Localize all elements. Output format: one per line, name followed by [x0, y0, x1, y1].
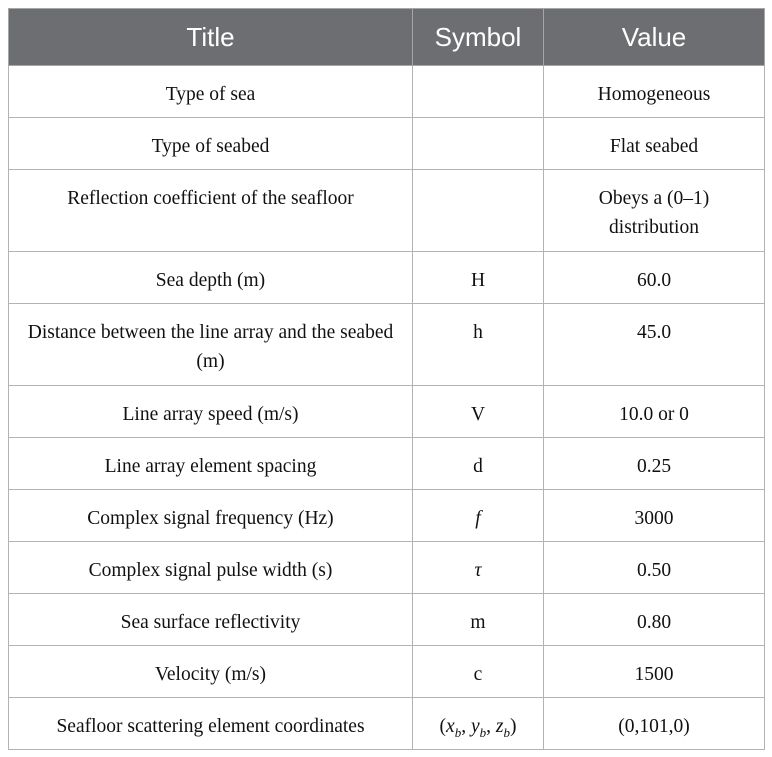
- coord-z-sub: b: [503, 724, 510, 740]
- row-value: 1500: [544, 646, 765, 698]
- row-value: 60.0: [544, 252, 765, 304]
- table-row: [9, 386, 765, 438]
- coord-x: x: [446, 716, 455, 737]
- row-symbol: [413, 118, 544, 170]
- row-title: Seafloor scattering element coordinates: [9, 698, 413, 750]
- coord-close: ): [509, 716, 517, 737]
- coord-y-sub: b: [479, 724, 487, 740]
- header-row: [9, 9, 765, 66]
- header-value: Value: [544, 9, 765, 66]
- row-symbol: c: [413, 646, 544, 698]
- row-value: 3000: [544, 490, 765, 542]
- row-symbol: [413, 66, 544, 118]
- coord-y: y: [470, 716, 480, 737]
- row-value: 10.0 or 0: [544, 386, 765, 438]
- row-title: Velocity (m/s): [9, 646, 413, 698]
- table-row: [9, 698, 765, 750]
- coord-sep: ,: [486, 716, 496, 737]
- row-title: Sea surface reflectivity: [9, 594, 413, 646]
- table-row: [9, 490, 765, 542]
- coord-x-sub: b: [454, 724, 462, 740]
- row-symbol: h: [413, 304, 544, 386]
- row-value: 0.25: [544, 438, 765, 490]
- row-value: Obeys a (0–1) distribution: [544, 170, 765, 252]
- table-row: [9, 252, 765, 304]
- table-row: [9, 66, 765, 118]
- row-title: Type of sea: [9, 66, 413, 118]
- row-symbol: d: [413, 438, 544, 490]
- table-row: [9, 542, 765, 594]
- header-title: Title: [9, 9, 413, 66]
- row-symbol: V: [413, 386, 544, 438]
- row-value: (0,101,0): [544, 698, 765, 750]
- row-symbol: m: [413, 594, 544, 646]
- row-value: 0.80: [544, 594, 765, 646]
- row-title: Complex signal pulse width (s): [9, 542, 413, 594]
- row-title: Distance between the line array and the seabed (m): [9, 304, 413, 386]
- row-title: Line array element spacing: [9, 438, 413, 490]
- row-value: 45.0: [544, 304, 765, 386]
- row-symbol: [413, 170, 544, 252]
- header-symbol: Symbol: [413, 9, 544, 66]
- table-row: [9, 304, 765, 386]
- row-symbol: H: [413, 252, 544, 304]
- simulation-parameters-table: [8, 8, 765, 750]
- row-value: Homogeneous: [544, 66, 765, 118]
- table-row: [9, 438, 765, 490]
- table-row: [9, 118, 765, 170]
- row-title: Line array speed (m/s): [9, 386, 413, 438]
- row-value: 0.50: [544, 542, 765, 594]
- coord-sep: ,: [461, 716, 471, 737]
- row-symbol: τ: [413, 542, 544, 594]
- row-title: Complex signal frequency (Hz): [9, 490, 413, 542]
- table-row: [9, 646, 765, 698]
- table-row: [9, 170, 765, 252]
- row-title: Type of seabed: [9, 118, 413, 170]
- row-title: Sea depth (m): [9, 252, 413, 304]
- coord-z: z: [495, 716, 504, 737]
- coord-open: (: [439, 716, 447, 737]
- parameter-table-container: [8, 8, 764, 750]
- row-symbol: f: [413, 490, 544, 542]
- row-value: Flat seabed: [544, 118, 765, 170]
- row-symbol-coordinates: [413, 698, 544, 750]
- table-row: [9, 594, 765, 646]
- row-title: Reflection coefficient of the seafloor: [9, 170, 413, 252]
